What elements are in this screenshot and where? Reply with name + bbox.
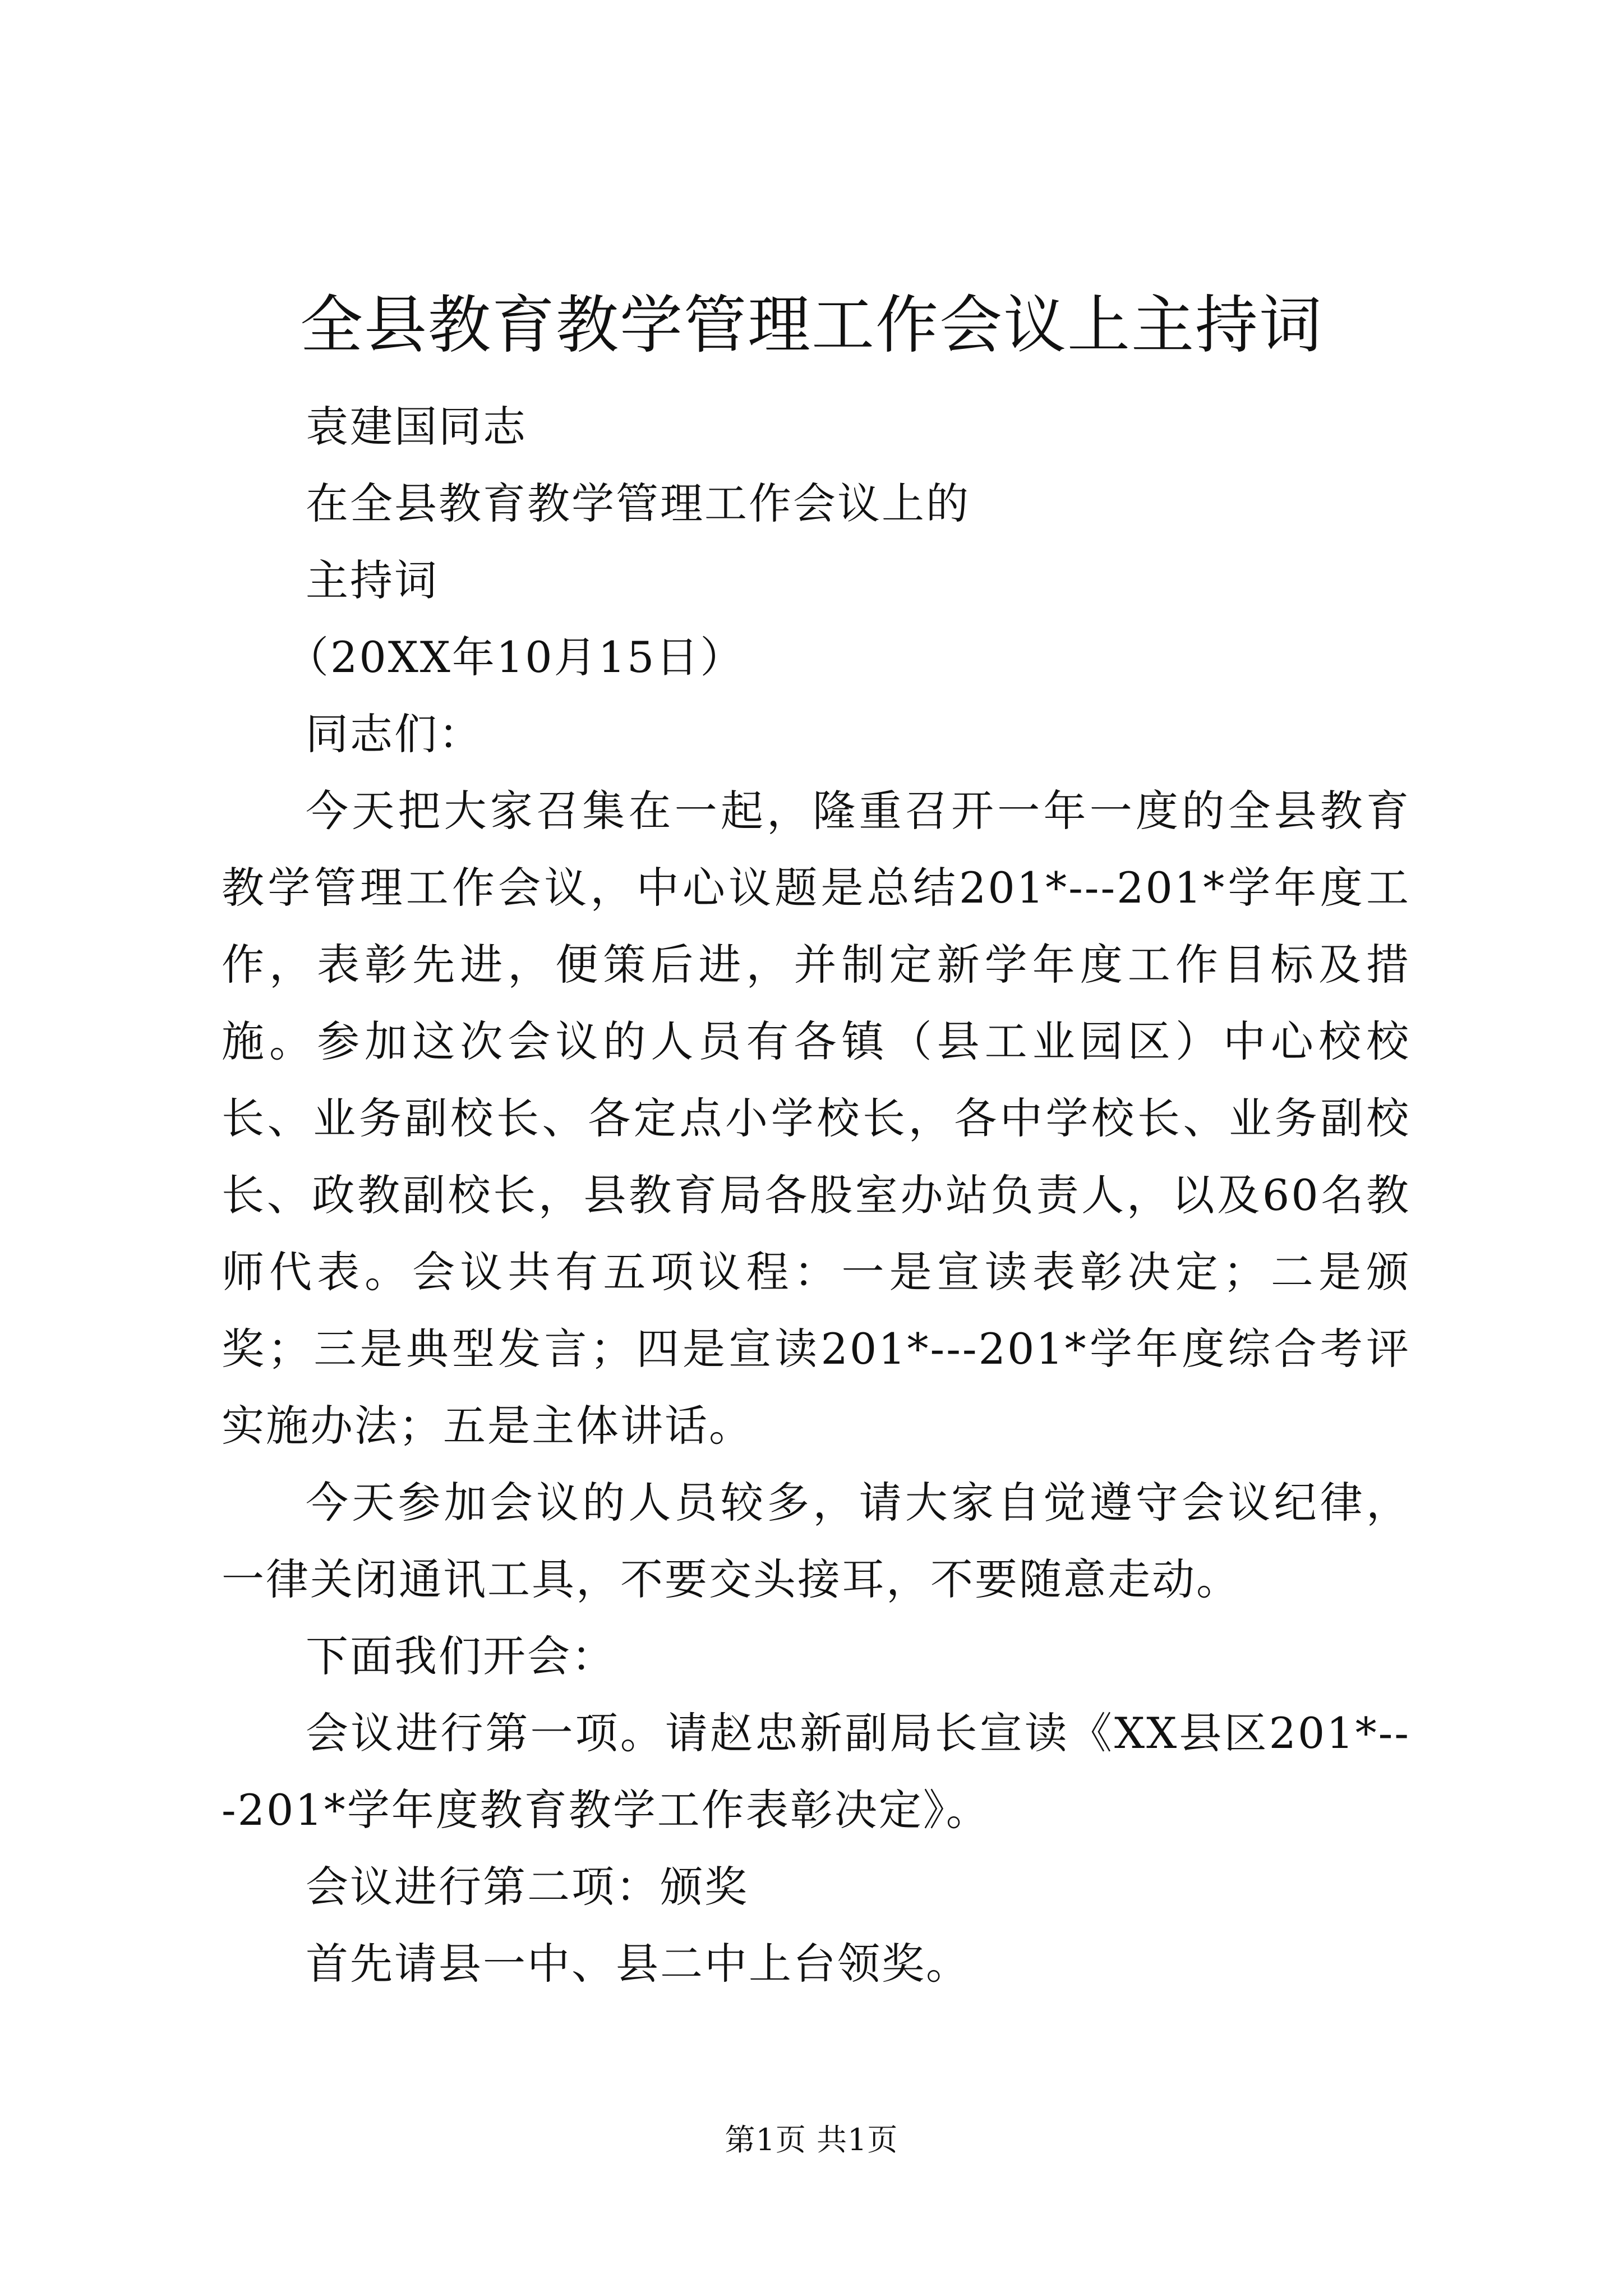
paragraph-item-one: 会议进行第一项。请赵忠新副局长宣读《XX县区201*---201*学年度教育教学工作表彰决定》。 — [222, 1708, 1410, 1835]
document-title: 全县教育教学管理工作会议上主持词 — [300, 289, 1323, 362]
paragraph-start: 下面我们开会： — [306, 1631, 616, 1681]
date-line: （20XX年10月15日） — [286, 632, 745, 682]
speaker-line: 袁建国同志 — [306, 402, 527, 452]
page-footer: 第1页 共1页 — [725, 2122, 898, 2157]
paragraph-awards: 首先请县一中、县二中上台领奖。 — [306, 1939, 970, 1989]
salutation-line: 同志们： — [306, 709, 483, 759]
paragraph-discipline: 今天参加会议的人员较多，请大家自觉遵守会议纪律，一律关闭通讯工具，不要交头接耳，不要随意走动。 — [222, 1478, 1410, 1604]
subtitle-line: 主持词 — [306, 555, 439, 605]
occasion-line: 在全县教育教学管理工作会议上的 — [306, 478, 970, 528]
paragraph-item-two: 会议进行第二项：颁奖 — [306, 1862, 749, 1912]
paragraph-opening: 今天把大家召集在一起，隆重召开一年一度的全县教育教学管理工作会议，中心议题是总结201*---201*学年度工作，表彰先进，便策后进，并制定新学年度工作目标及措施。参加这次会议的人员有各镇（县工业园区）中心校校长、业务副校长、各定点小学校长，各中学校长、业务副校长、政教副校长，县教育局各股室办站负责人，以及60名教师代表。会议共有五项议程：一是宣读表彰决定；二是颁奖；三是典型发言；四是宣读201*---201*学年度综合考评实施办法；五是主体讲话。 — [222, 786, 1410, 1451]
document-body — [222, 388, 1410, 2002]
